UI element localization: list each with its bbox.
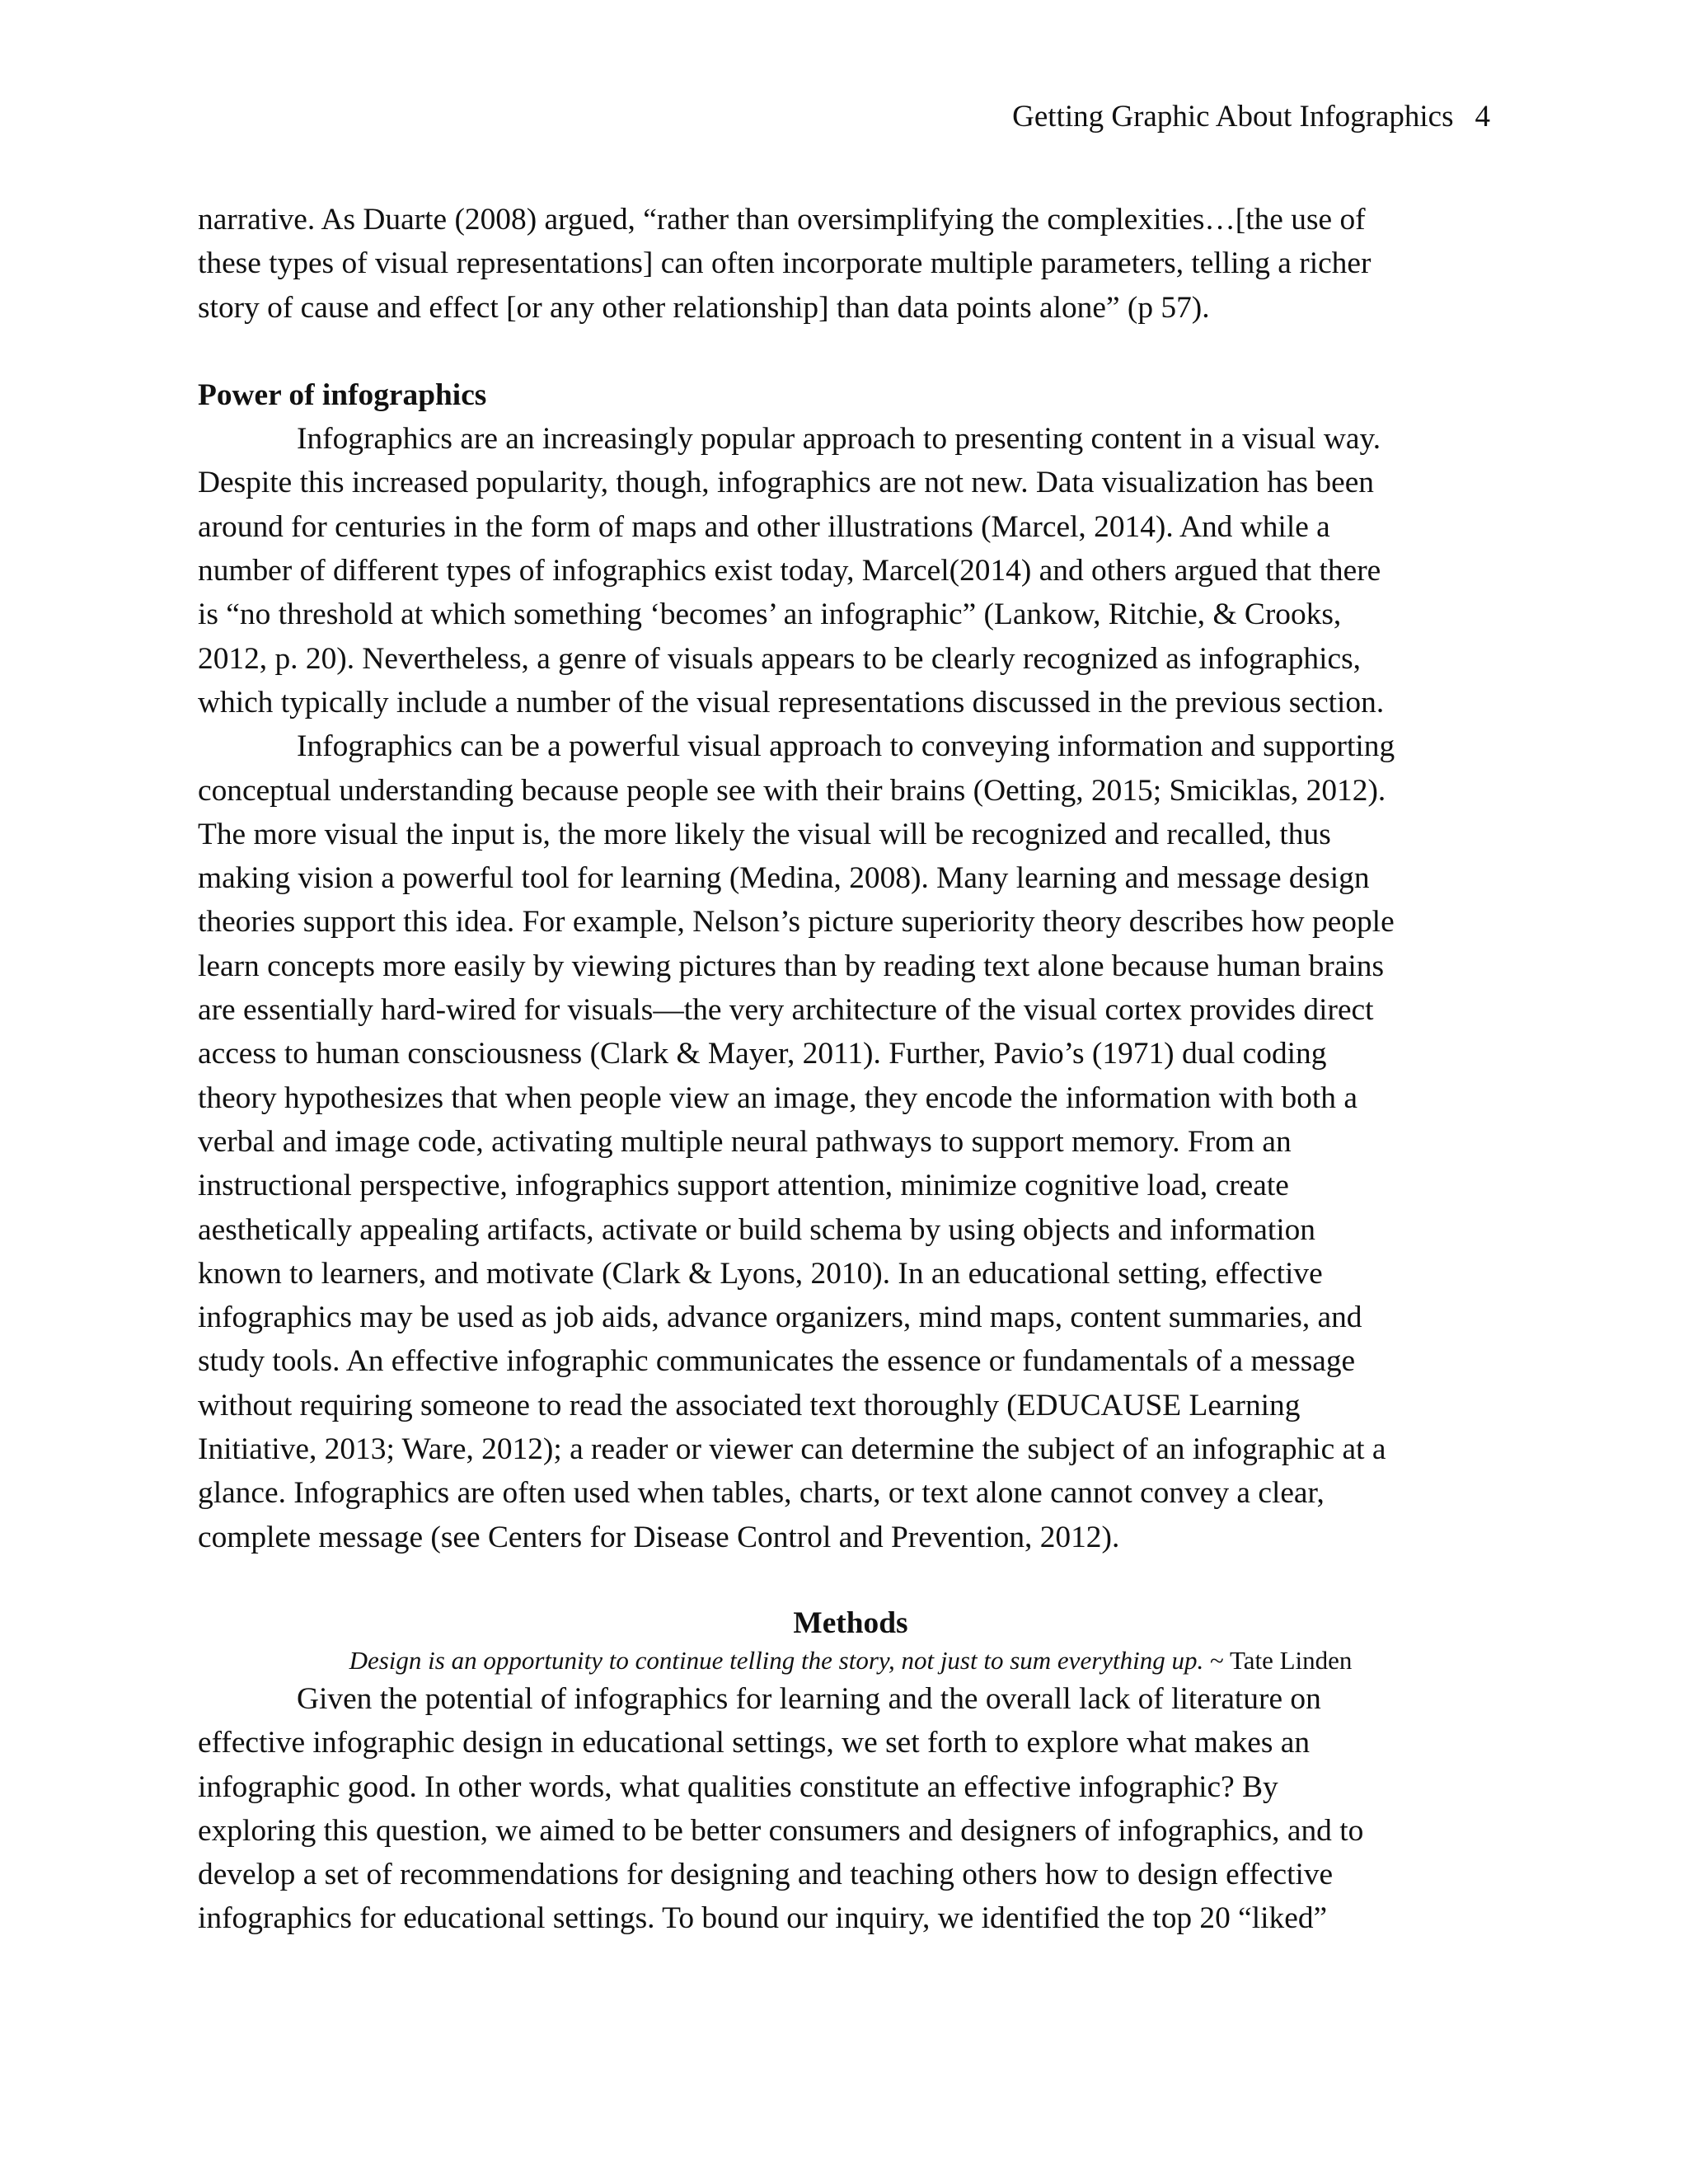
paragraph-gap — [198, 330, 1503, 373]
text-line: story of cause and effect [or any other relationship] than data points alone” (p 57). — [198, 290, 1210, 325]
text-line: Given the potential of infographics for learning and the overall lack of literature on — [297, 1681, 1321, 1716]
text-line: known to learners, and motivate (Clark & Lyons, 2010). In an educational setting, effective — [198, 1256, 1323, 1291]
epigraph — [198, 1644, 1503, 1677]
text-line: infographics may be used as job aids, advance organizers, mind maps, content summaries, and — [198, 1301, 1362, 1335]
text-line: The more visual the input is, the more likely the visual will be recognized and recalled, thus — [198, 817, 1331, 851]
text-line: verbal and image code, activating multiple neural pathways to support memory. From an — [198, 1124, 1292, 1159]
text-line: Initiative, 2013; Ware, 2012); a reader or viewer can determine the subject of an infographic at a — [198, 1432, 1386, 1467]
running-head — [1012, 96, 1490, 138]
text-line: exploring this question, we aimed to be better consumers and designers of infographics, and to — [198, 1813, 1364, 1848]
text-line: conceptual understanding because people see with their brains (Oetting, 2015; Smiciklas, 2012). — [198, 773, 1386, 808]
text-line: theories support this idea. For example, Nelson’s picture superiority theory describes how people — [198, 905, 1395, 940]
text-line: number of different types of infographics exist today, Marcel(2014) and others argued that there — [198, 554, 1381, 588]
text-line: infographics for educational settings. To bound our inquiry, we identified the top 20 “liked” — [198, 1901, 1328, 1936]
text-line: learn concepts more easily by viewing pictures than by reading text alone because human brains — [198, 949, 1385, 983]
epigraph-quote: Design is an opportunity to continue telling the story, not just to sum everything up. — [349, 1645, 1204, 1675]
text-line: study tools. An effective infographic communicates the essence or fundamentals of a message — [198, 1344, 1356, 1379]
text-line: making vision a powerful tool for learning (Medina, 2008). Many learning and message design — [198, 861, 1370, 896]
text-line: infographic good. In other words, what qualities constitute an effective infographic? By — [198, 1769, 1278, 1804]
text-line: these types of visual representations] can often incorporate multiple parameters, telling a richer — [198, 246, 1372, 281]
text-line: aesthetically appealing artifacts, activate or build schema by using objects and information — [198, 1212, 1315, 1247]
intro-paragraph — [198, 198, 1503, 330]
methods-paragraph — [198, 1677, 1503, 1941]
text-line: around for centuries in the form of maps and other illustrations (Marcel, 2014). And while a — [198, 509, 1330, 544]
text-line: is “no threshold at which something ‘becomes’ an infographic” (Lankow, Ritchie, & Crooks, — [198, 598, 1342, 632]
text-line: access to human consciousness (Clark & Mayer, 2011). Further, Pavio’s (1971) dual coding — [198, 1037, 1327, 1071]
text-line: glance. Infographics are often used when tables, charts, or text alone cannot convey a clear, — [198, 1476, 1325, 1511]
text-line: Despite this increased popularity, though, infographics are not new. Data visualization has been — [198, 466, 1374, 500]
text-line: Infographics are an increasingly popular approach to presenting content in a visual way. — [297, 422, 1381, 457]
text-line: without requiring someone to read the associated text thoroughly (EDUCAUSE Learning — [198, 1388, 1301, 1422]
text-line: 2012, p. 20). Nevertheless, a genre of visuals appears to be clearly recognized as infographics, — [198, 641, 1361, 676]
text-line: theory hypothesizes that when people view an image, they encode the information with both a — [198, 1080, 1357, 1115]
text-line: develop a set of recommendations for designing and teaching others how to design effective — [198, 1858, 1334, 1892]
text-line: instructional perspective, infographics support attention, minimize cognitive load, create — [198, 1169, 1289, 1203]
text-line: complete message (see Centers for Disease Control and Prevention, 2012). — [198, 1520, 1120, 1554]
power-paragraph-1 — [198, 417, 1503, 724]
text-line: are essentially hard-wired for visuals—the very architecture of the visual cortex provides direct — [198, 993, 1374, 1028]
power-paragraph-2 — [198, 724, 1503, 1559]
text-line: narrative. As Duarte (2008) argued, “rather than oversimplifying the complexities…[the use of — [198, 203, 1366, 237]
page-number: 4 — [1475, 100, 1490, 134]
text-line: effective infographic design in educational settings, we set forth to explore what makes an — [198, 1726, 1311, 1760]
running-head-title: Getting Graphic About Infographics — [1012, 100, 1454, 134]
paragraph-gap — [198, 1559, 1503, 1603]
text-line: Infographics can be a powerful visual approach to conveying information and supporting — [297, 729, 1395, 764]
epigraph-attribution: ~ Tate Linden — [1203, 1645, 1353, 1675]
section-heading-power: Power of infographics — [198, 377, 487, 412]
text-line: which typically include a number of the visual representations discussed in the previous section. — [198, 685, 1385, 719]
section-heading-methods: Methods — [793, 1605, 908, 1640]
document-body — [198, 198, 1503, 1941]
